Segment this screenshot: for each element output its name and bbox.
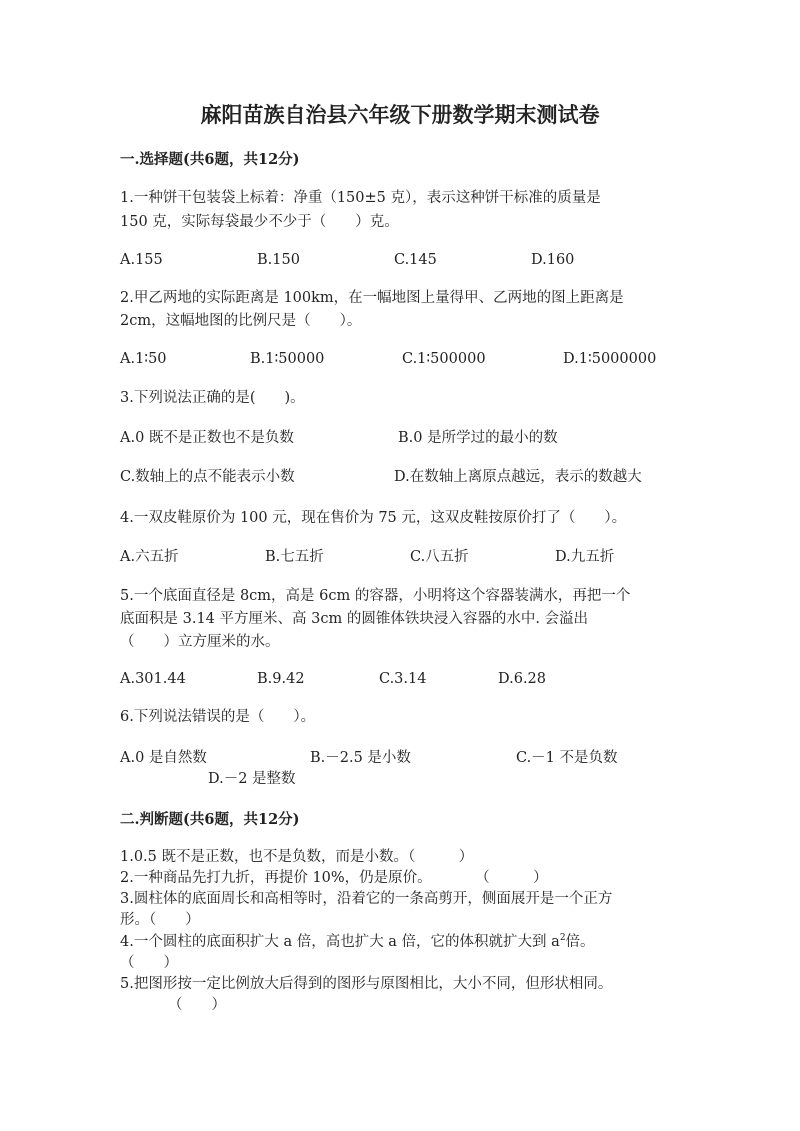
question-1-option-b: B.150 [257,252,300,268]
question-3-line-1: 3.下列说法正确的是( )。 [120,390,305,406]
question-3-option-d: D.在数轴上离原点越远，表示的数越大 [394,469,642,485]
question-6-option-a: A.0 是自然数 [120,750,207,766]
judgment-item-4-line-1 [120,932,595,952]
judgment-item-3-line-2: 形。（ ） [120,912,200,928]
judgment-item-1: 1.0.5 既不是正数，也不是负数，而是小数。（ ） [120,849,474,865]
question-2-option-d: D.1∶5000000 [563,351,657,367]
question-5-option-c: C.3.14 [379,671,427,687]
question-5-line-1: 5.一个底面直径是 8cm，高是 6cm 的容器，小明将这个容器装满水，再把一个 [120,588,631,604]
page-title: 麻阳苗族自治县六年级下册数学期末测试卷 [200,102,600,127]
question-4-line-1: 4.一双皮鞋原价为 100 元，现在售价为 75 元，这双皮鞋按原价打了（ ）。 [120,510,627,526]
question-5-option-a: A.301.44 [120,671,186,687]
question-1-line-1: 1.一种饼干包装袋上标着：净重（150±5 克），表示这种饼干标准的质量是 [120,190,601,206]
question-3-option-b: B.0 是所学过的最小的数 [398,430,558,446]
question-5-line-3: （ ）立方厘米的水。 [120,634,280,650]
question-2-line-1: 2.甲乙两地的实际距离是 100km，在一幅地图上量得甲、乙两地的图上距离是 [120,290,624,306]
question-4-option-c: C.八五折 [410,549,469,565]
judgment-item-2: 2.一种商品先打九折，再提价 10%，仍是原价。 （ ） [120,870,548,886]
question-2-line-2: 2cm，这幅地图的比例尺是（ ）。 [120,313,362,329]
question-5-option-d: D.6.28 [498,671,547,687]
superscript-2: 2 [559,933,566,944]
judgment-item-5-line-2: （ ） [168,997,226,1013]
question-6-line-1: 6.下列说法错误的是（ ）。 [120,709,316,725]
question-1-option-d: D.160 [531,252,575,268]
question-4-option-b: B.七五折 [265,549,324,565]
question-6-option-b: B.－2.5 是小数 [310,750,411,766]
question-5-line-2: 底面积是 3.14 平方厘米、高 3cm 的圆锥体铁块浸入容器的水中. 会溢出 [120,611,589,627]
judgment-item-4-text: 4.一个圆柱的底面积扩大 a 倍，高也扩大 a 倍，它的体积就扩大到 a [120,934,560,950]
question-6-option-c: C.－1 不是负数 [516,750,618,766]
section-heading-judgment: 二.判断题(共6题，共12分) [120,811,300,828]
judgment-item-4-suffix: 倍。 [565,934,595,950]
question-1-line-2: 150 克，实际每袋最少不少于（ ）克。 [120,214,399,230]
question-6-option-d: D.－2 是整数 [208,771,296,787]
question-3-option-a: A.0 既不是正数也不是负数 [120,430,294,446]
question-2-option-c: C.1∶500000 [402,351,486,367]
judgment-item-5-line-1: 5.把图形按一定比例放大后得到的图形与原图相比，大小不同，但形状相同。 [120,976,613,992]
question-1-option-c: C.145 [394,252,437,268]
section-heading-choice: 一.选择题(共6题，共12分) [120,151,300,168]
question-2-option-b: B.1∶50000 [250,351,325,367]
question-2-option-a: A.1∶50 [120,351,167,367]
question-4-option-a: A.六五折 [120,549,179,565]
judgment-item-3-line-1: 3.圆柱体的底面周长和高相等时，沿着它的一条高剪开，侧面展开是一个正方 [120,891,613,907]
question-3-option-c: C.数轴上的点不能表示小数 [120,469,295,485]
question-5-option-b: B.9.42 [257,671,305,687]
question-4-option-d: D.九五折 [555,549,615,565]
judgment-item-4-line-2: （ ） [120,955,178,971]
question-1-option-a: A.155 [120,252,163,268]
